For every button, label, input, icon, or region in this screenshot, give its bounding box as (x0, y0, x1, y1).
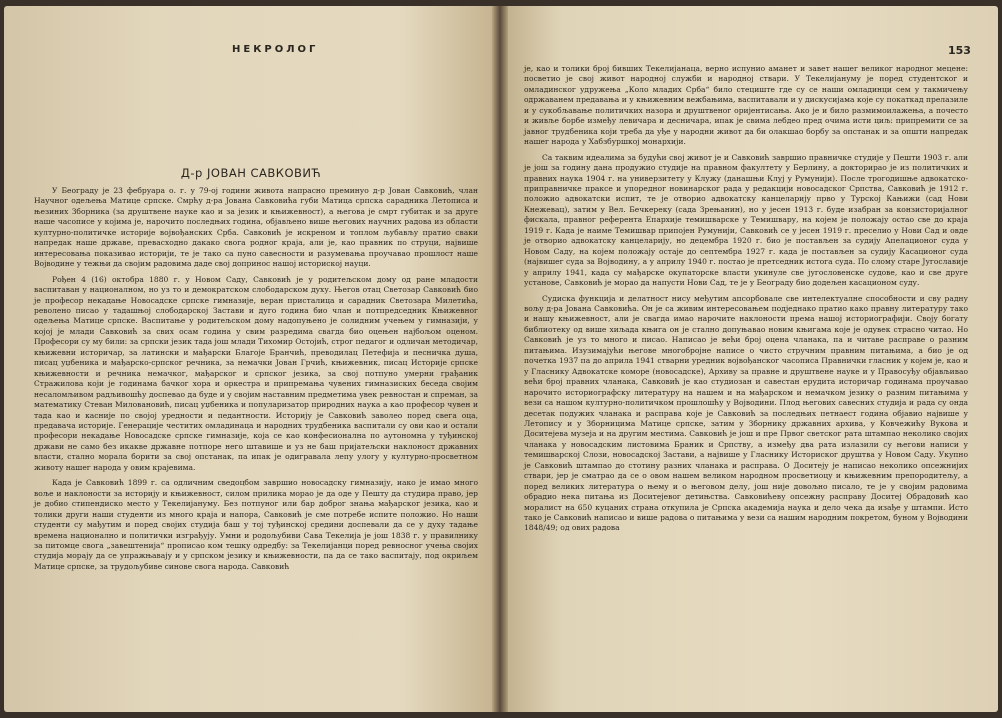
page-number: 153 (948, 44, 971, 57)
paragraph: Судиска функција и делатност нису међутим апсорбовале све интелектуалне способности и сву радну вољу д-ра Јована Савковића. Он је са живим интересовањем подједнако пратио како правну литературу тако и нашу књижевност, али је свагда имао нарочите наклоности према нашој историографији. Своју богату библиотеку од више хиљада књига он је стално допуњавао новим књигама које је одувек страсно читао. Но Савковић је уз то много и писао. Написао је већи број оцена чланака, па и читаве расправе о разним питањима. Изузимајући његове многобројне написе о чисто стручним правним питањима, а био је од почетка 1937 па до априла 1941 стварни уредник војвођанског часописа Правнички гласник у којем је, као и у Гласнику Адвокатске коморе (новосадске), Архиву за правне и друштвене науке и у Правосуђу објављивао већи број правних чланака, Савковић је као студиозан и савестан ерудита историчар годинама проучавао нарочито историографску литературу на нашем и на мађарском и немачком језику о разним питањима у вези са нашом културно-политичком прошлошћу у Војводини. Плод његових савесних студија и рада су онда десетак подужих чланака и расправа које је Савковић за последњих петнаест година објавио највише у Летопису и у Зборницима Матице српске, затим у Зборнику државних архива, у Ковчежићу Вукова и Доситејева музеја и на другим местима. Савковић је још и пре Првог светског рата штампао неколико својих чланака у новосадским листовима Браник и Српству, а између два рата излазили су његови написи у темишварској Слози, новосадској Застави, а највише у Гласнику Историског друштва у Новом Саду. Укупно је Савковић штампао до стотину разних чланака и расправа. О Доситеју је написао неколико опсежнијих ствари, јер је сматрао да се о овом нашем великом народном просветиоцу и књижевним препородитељу, а поред великих литература о њему и о његовом делу, још није довољно писало, те је у својим радовима обрадио нека питања из Доситејевог детињства. Савковићеву опсежну расправу Доситеј Обрадовић као моралист на 650 куцаних страна откупила је Српска академија наука и дело чека да изађе у штампи. Исто тако је Савковић написао и више радова о питањима у вези са нашим народним покретом, буном у Војводини 1848/49; од ових радова (524, 293, 968, 533)
running-head: НЕКРОЛОГ (232, 44, 319, 55)
right-text-column (524, 64, 968, 534)
book-gutter (492, 6, 508, 712)
paragraph: је, као и толики број бивших Текелијанаца, верно испунио аманет и завет нашег великог народног мецене: посветио је свој живот народној служби и народној ствари. У Текелијануму је поред студентског и омладинског удружења „Коло младих Срба“ било стециште где су се наши омладинци сем у такмичењу одржаванем предавања и у књижевним вежбањима, васпитавали и у дискусијама које су покаткад прелазиле и у сукобљавање политичких назора и друштвеног оријентисања. Ако је и било размимоилажења, а почесто и живље борбе између левичара и десничара, ипак је свима лебдео пред очима исти циљ: припремити се за јавног трудбеника који треба да уђе у народни живот да би олакшао борбу за опстанак и за општи напредак нашег народа у Хабзбуршкој монархији. (524, 64, 968, 147)
paragraph: Када је Савковић 1899 г. са одличним сведоцбом завршио новосадску гимназију, иако је имао много воље и наклоности за историју и књижевност, силом прилика морао је да оде у Пешту да студира право, јер је добио стипендиско место у Текелијануму. Без потпуног или бар доброг знања мађарског језика, као и толики други наши студенти из много краја и напора, Савковић је сме потребе испите положио. Но наши студенти су мађутим и поред својих студија баш у тој туђинској средини доспевали да се у духу тадање времена национално и политички изграђују. Умни и родољубиви Сава Текелија је још 1838 г. у правилнику за питомце свога „завештенија“ прописао ком тешку одредбу: за Текелијанци поред ревносног учења својих студија морају да се упражњавају и у српском језику и књижевности, па да се тако васпитају, под окриљем Матице српске, за трудољубиве синове свога народа. Савковић (34, 478, 478, 571)
paragraph: Са таквим идеалима за будући свој живот је и Савковић завршио правничке студије у Пешти 1903 г. али је још за годину дана продужио студије на правном факултету у Берлину, а докторирао је из политичких и правних наука 1904 г. на универзитету у Клужу (данашњи Клуј у Румунији). После трогодишње адвокатско-приправничке праксе и упоредног новинарског рада у редакцији новосадског Српства, Савковић је 1912 г. положио адвокатски испит, те је отворио адвокатску канцеларију прво у Турској Кањижи (сад Нови Кнежевац), затим у Вел. Бечкереку (сада Зрењанин), но у јесен 1913 г. буде изабран за конзисторијалног фискала, правног референта Епархије темишварске у Темишвару, на којем је положају остао све до краја 1919 г. Када је наиме Темишвар припојен Румунији, Савковић се у јесен 1919 г. преселио у Нови Сад и овде је отворио адвокатску канцеларију, но децембра 1920 г. био је постављен за судију Апелационог суда у Новом Саду, на којем положају остаје до септембра 1927 г. када је постављен за судију Касационог суда (највишег суда за Војводину, а у априлу 1940 г. постао је претседник истога суда. По слому старе Југославије у априлу 1941, када су мађарске окупаторске власти укинуле све југословенске судове, као и све друге установе, Савковић је морао да напусти Нови Сад, те је у Београду био додељен касационом суду. (524, 152, 968, 288)
left-page (4, 6, 498, 712)
right-page (502, 6, 998, 712)
paragraph: У Београду је 23 фебруара о. г. у 79-ој години живота напрасно преминуо д-р Јован Савковић, члан Научног одељења Матице српске. Смрћу д-ра Јована Савковића губи Матица српска сарадника Летописа и њезиних Зборника (за друштвене науке као и за језик и књижевност), а његова је смрт губитак и за друге наше часописе у којима је, нарочито последњих година, објављено више његових научних радова из области културно-политичке историје војвођанских Срба. Савковић је искреном и топлом љубављу пратио сваки напредак наше државе, превасходно дакако свога родног краја, али је, као правник по струци, највише интересовања показивао историји, те је тако са пуно савесности и разумевања проучавао прошлост наше Војводине у тежњи да својим радовима даде свој допринос нашој историској науци. (34, 186, 478, 269)
paragraph: Рођен 4 (16) октобра 1880 г. у Новом Саду, Савковић је у родитељском дому од ране младости васпитаван у националном, но уз то и демократском слободарском духу. Његов отац Светозар Савковић био је професор некадање Новосадске српске гимназије, веран присталица и сарадник Светозара Милетића, револено писао у тадашњој слободарској Застави и дуго година био члан и потпредседник Књижевног одељења Матице српске. Васпитање у родитељском дому надопуњено је солидним учењем у гимназији, у којој је млади Савковић за свих осам година у свим разредима свагда био оцењен најбољом оценом. Професори су му били: за српски језик тада још млади Тихомир Остојић, строг педагог и одличан методичар, књижевни историчар, за латински и мађарски Благоје Бранчић, преводилац Петефија и песничка душа, писац уџбеника и мађарско-српског речника, за немачки Јован Грчић, књижевник, писац Историје српске књижевности и речника немачког, мађарског и српског језика, за свој потпуно умерни грађаник Стражилова који је годинама бачког хора и оркестра и припремања чувених гимназиских беседа својим несаломљивом радљивошћу доспевао да буде и у својим наставним предметима увек ревностан и спреман, за математику Стеван Миловановић, писац уџбеника и популаризатор природних наука а као професор чувен и тада као и касније по својој уредности и педантности. Историју је Савковић заволео поред свега оца, предавача историје. Генерације честитих омладинаца и народних трудбеника васпитали су ови као и остали професори некадање Новосадске српске гимназије, која се као конфесионална по аутономна у туђинској држави не само без икакве државне потпоре него штавише и уз не баш пријатељски наклоност државних власти, стално морала борити за свој опстанак, па ипак је одигравала лепу улогу у културно-просветном животу нашег народа у овим крајевима. (34, 274, 478, 472)
left-text-column (34, 186, 478, 572)
article-title: Д-р ЈОВАН САВКОВИЋ (180, 166, 322, 180)
